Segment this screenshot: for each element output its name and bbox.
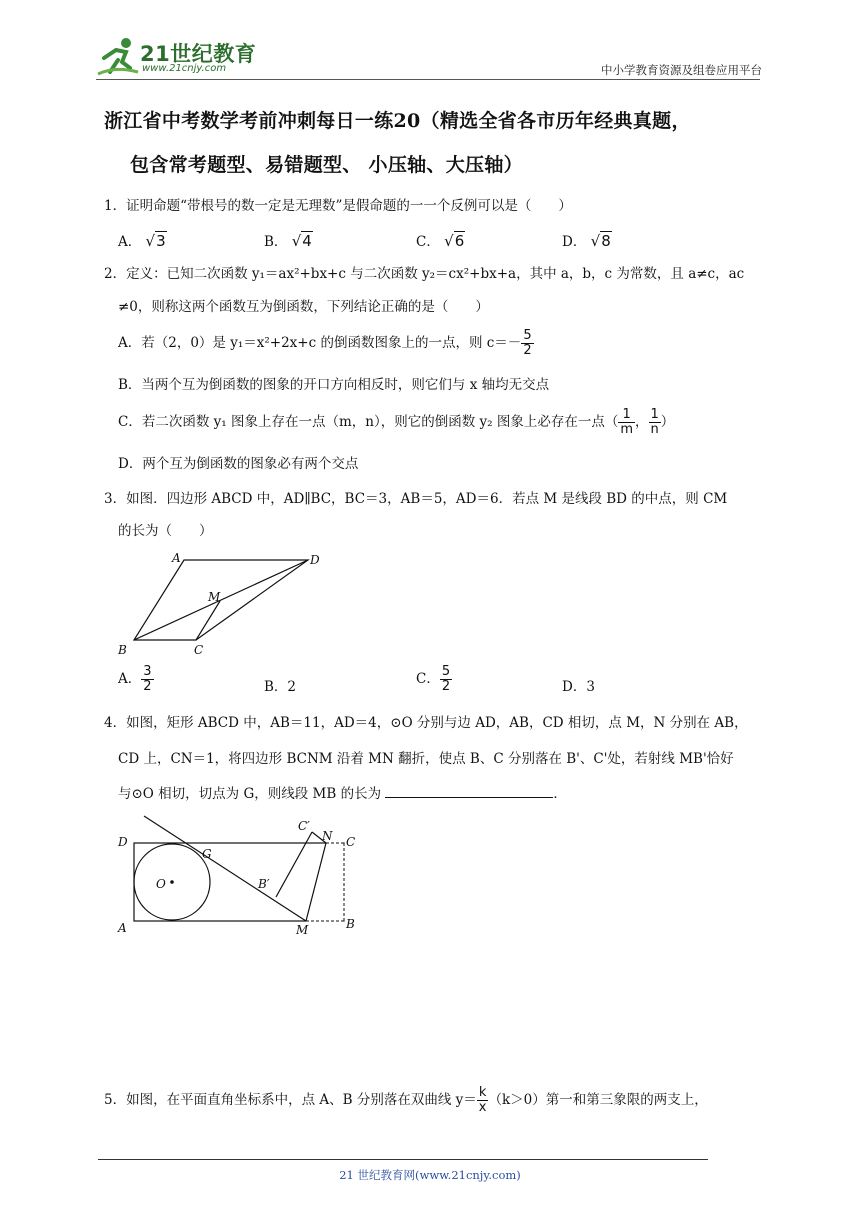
- q4-segment-mn: [306, 843, 326, 921]
- q3-label-d: D: [310, 553, 320, 567]
- header-divider: [96, 79, 760, 80]
- q4-stem-line1: 4．如图，矩形 ABCD 中，AB＝11，AD＝4，⊙O 分别与边 AD，AB，CD 相切，点 M，N 分别在 AB，: [104, 715, 748, 731]
- q2-option-c: C．若二次函数 y₁ 图象上存在一点（m，n），则它的倒函数 y₂ 图象上必存在一点（ $\frac{1}{m}$ ， $\frac{1}{n}$ ）: [118, 407, 675, 437]
- q3-label-m: M: [208, 590, 221, 604]
- q1-option-b-radicand: 4: [302, 232, 312, 250]
- q3-option-d: [562, 675, 595, 695]
- q2-option-c-fraction1: [618, 408, 635, 437]
- q2-option-c-fraction2: [649, 408, 661, 437]
- sqrt-icon: √8: [590, 232, 611, 250]
- q3-segment-cm: [196, 601, 220, 640]
- q1-option-d-radicand: 8: [601, 232, 611, 250]
- q2-option-c-f2-den: n: [650, 422, 659, 437]
- q4-segment-c1b1: [276, 832, 312, 897]
- q3-option-b-value: 2: [287, 679, 297, 695]
- q4-figure: [110, 812, 370, 940]
- q5-frac-den: x: [478, 1100, 487, 1115]
- q4-ray-mb1: [144, 816, 306, 921]
- q1-option-d-label: D．: [562, 234, 587, 250]
- q1-option-c-radicand: 6: [454, 232, 465, 250]
- sqrt-icon: √4: [291, 232, 312, 250]
- q4-label-a: A: [118, 921, 127, 935]
- q2-option-a: [118, 326, 534, 360]
- footer-divider: [98, 1159, 708, 1160]
- platform-name: 中小学教育资源及组卷应用平台: [601, 63, 762, 77]
- q5-stem: [104, 1084, 708, 1116]
- q3-label-b: B: [118, 643, 127, 657]
- q2-option-a-text: A．若（2，0）是 y₁＝x²+2x+c 的倒函数图象上的一点，则 c＝－: [118, 335, 522, 351]
- page-title-line2: 包含常考题型、易错题型、 小压轴、大压轴）: [130, 154, 523, 176]
- q3-diagonal-bd: [134, 560, 308, 640]
- q5-stem-end: （k＞0）第一和第三象限的两支上，: [488, 1092, 708, 1108]
- q4-center-dot: [170, 880, 174, 884]
- q4-label-b: B: [346, 917, 355, 931]
- q1-option-b-label: B．: [264, 234, 288, 250]
- q2-option-c-f2-num: 1: [650, 407, 659, 422]
- q3-option-c-den: 2: [441, 679, 451, 694]
- q2-option-d: D．两个互为倒函数的图象必有两个交点: [118, 456, 359, 472]
- q4-stem-line2: CD 上，CN＝1，将四边形 BCNM 沿着 MN 翻折，使点 B、C 分别落在 B'、C'处，若射线 MB'恰好: [118, 751, 734, 767]
- q4-label-m: M: [296, 923, 309, 937]
- q4-stem-end: ．: [553, 786, 567, 802]
- q3-option-a: [118, 665, 154, 694]
- answer-blank[interactable]: [385, 783, 553, 798]
- q2-option-a-den: 2: [523, 343, 532, 358]
- q4-stem-line3: [118, 783, 567, 804]
- q3-stem-line1: 3．如图．四边形 ABCD 中，AD∥BC，BC＝3，AB＝5，AD＝6．若点 M 是线段 BD 的中点，则 CM: [104, 491, 728, 507]
- q3-option-b: [264, 675, 296, 695]
- q3-option-a-den: 2: [143, 679, 152, 694]
- sqrt-icon: √3: [145, 232, 166, 250]
- q3-option-a-num: 3: [143, 664, 152, 679]
- q2-option-c-f1-num: 1: [618, 408, 635, 423]
- q3-option-c-fraction: [440, 665, 452, 694]
- q3-label-a: A: [172, 551, 181, 565]
- q4-stem-line3-text: 与⊙O 相切，切点为 G，则线段 MB 的长为: [118, 786, 382, 802]
- page-title-line1: 浙江省中考数学考前冲刺每日一练20（精选全省各市历年经典真题，: [104, 110, 691, 132]
- q3-label-c: C: [194, 643, 204, 657]
- q4-label-n: N: [322, 829, 333, 843]
- q1-option-d: [562, 230, 612, 250]
- q3-option-a-fraction: [141, 665, 153, 694]
- q2-option-a-fraction: [521, 329, 533, 358]
- q2-stem-line2: ≠0，则称这两个函数互为倒函数，下列结论正确的是（ ）: [118, 299, 489, 315]
- q3-figure: [110, 548, 330, 660]
- q5-frac-num: k: [477, 1086, 489, 1101]
- runner-logo-icon: [96, 36, 140, 78]
- q3-option-c: [416, 665, 452, 694]
- q2-option-c-f1-den: m: [620, 422, 633, 437]
- q1-option-a-radicand: 3: [156, 232, 166, 250]
- q2-option-b: B．当两个互为倒函数的图象的开口方向相反时，则它们与 x 轴均无交点: [118, 377, 550, 393]
- q4-label-d: D: [118, 835, 128, 849]
- q5-fraction: [477, 1086, 489, 1115]
- q3-option-b-label: B．: [264, 679, 288, 695]
- q4-label-b-prime: B′: [258, 877, 270, 891]
- q4-label-g: G: [202, 847, 212, 861]
- q1-stem: 1．证明命题“带根号的数一定是无理数”是假命题的一一个反例可以是（ ）: [104, 198, 572, 214]
- footer-link[interactable]: 21 世纪教育网(www.21cnjy.com): [339, 1168, 521, 1182]
- q3-option-c-num: 5: [441, 664, 451, 679]
- q4-label-c: C: [346, 835, 356, 849]
- q3-option-d-value: 3: [586, 679, 595, 695]
- q2-option-a-num: 5: [523, 328, 532, 343]
- q1-option-c-label: C．: [416, 234, 440, 250]
- q1-option-c: [416, 230, 465, 250]
- q5-stem-text: 5．如图，在平面直角坐标系中，点 A、B 分别落在双曲线 y＝: [104, 1092, 477, 1108]
- logo-url: www.21cnjy.com: [142, 63, 227, 74]
- q2-stem-line1: 2．定义：已知二次函数 y₁＝ax²+bx+c 与二次函数 y₂＝cx²+bx+a，其中 a，b，c 为常数，且 a≠c，ac: [104, 266, 745, 282]
- q1-option-a-label: A．: [118, 234, 142, 250]
- q3-stem-line2: 的长为（ ）: [118, 523, 213, 539]
- logo-text: 21世纪教育: [140, 42, 257, 66]
- q3-option-d-label: D．: [562, 679, 587, 695]
- sqrt-icon: √6: [444, 232, 465, 250]
- q3-option-c-label: C．: [416, 671, 440, 687]
- q2-option-c-text: C．若二次函数 y₁ 图象上存在一点（m，n），则它的倒函数 y₂ 图象上必存在一点（: [118, 414, 619, 430]
- q1-option-b: [264, 230, 313, 250]
- q1-option-a: [118, 230, 167, 250]
- q4-label-o: O: [156, 877, 166, 891]
- q4-label-c-prime: C′: [298, 819, 310, 833]
- q3-option-a-label: A．: [118, 671, 142, 687]
- q2-option-c-end: ）: [660, 414, 675, 430]
